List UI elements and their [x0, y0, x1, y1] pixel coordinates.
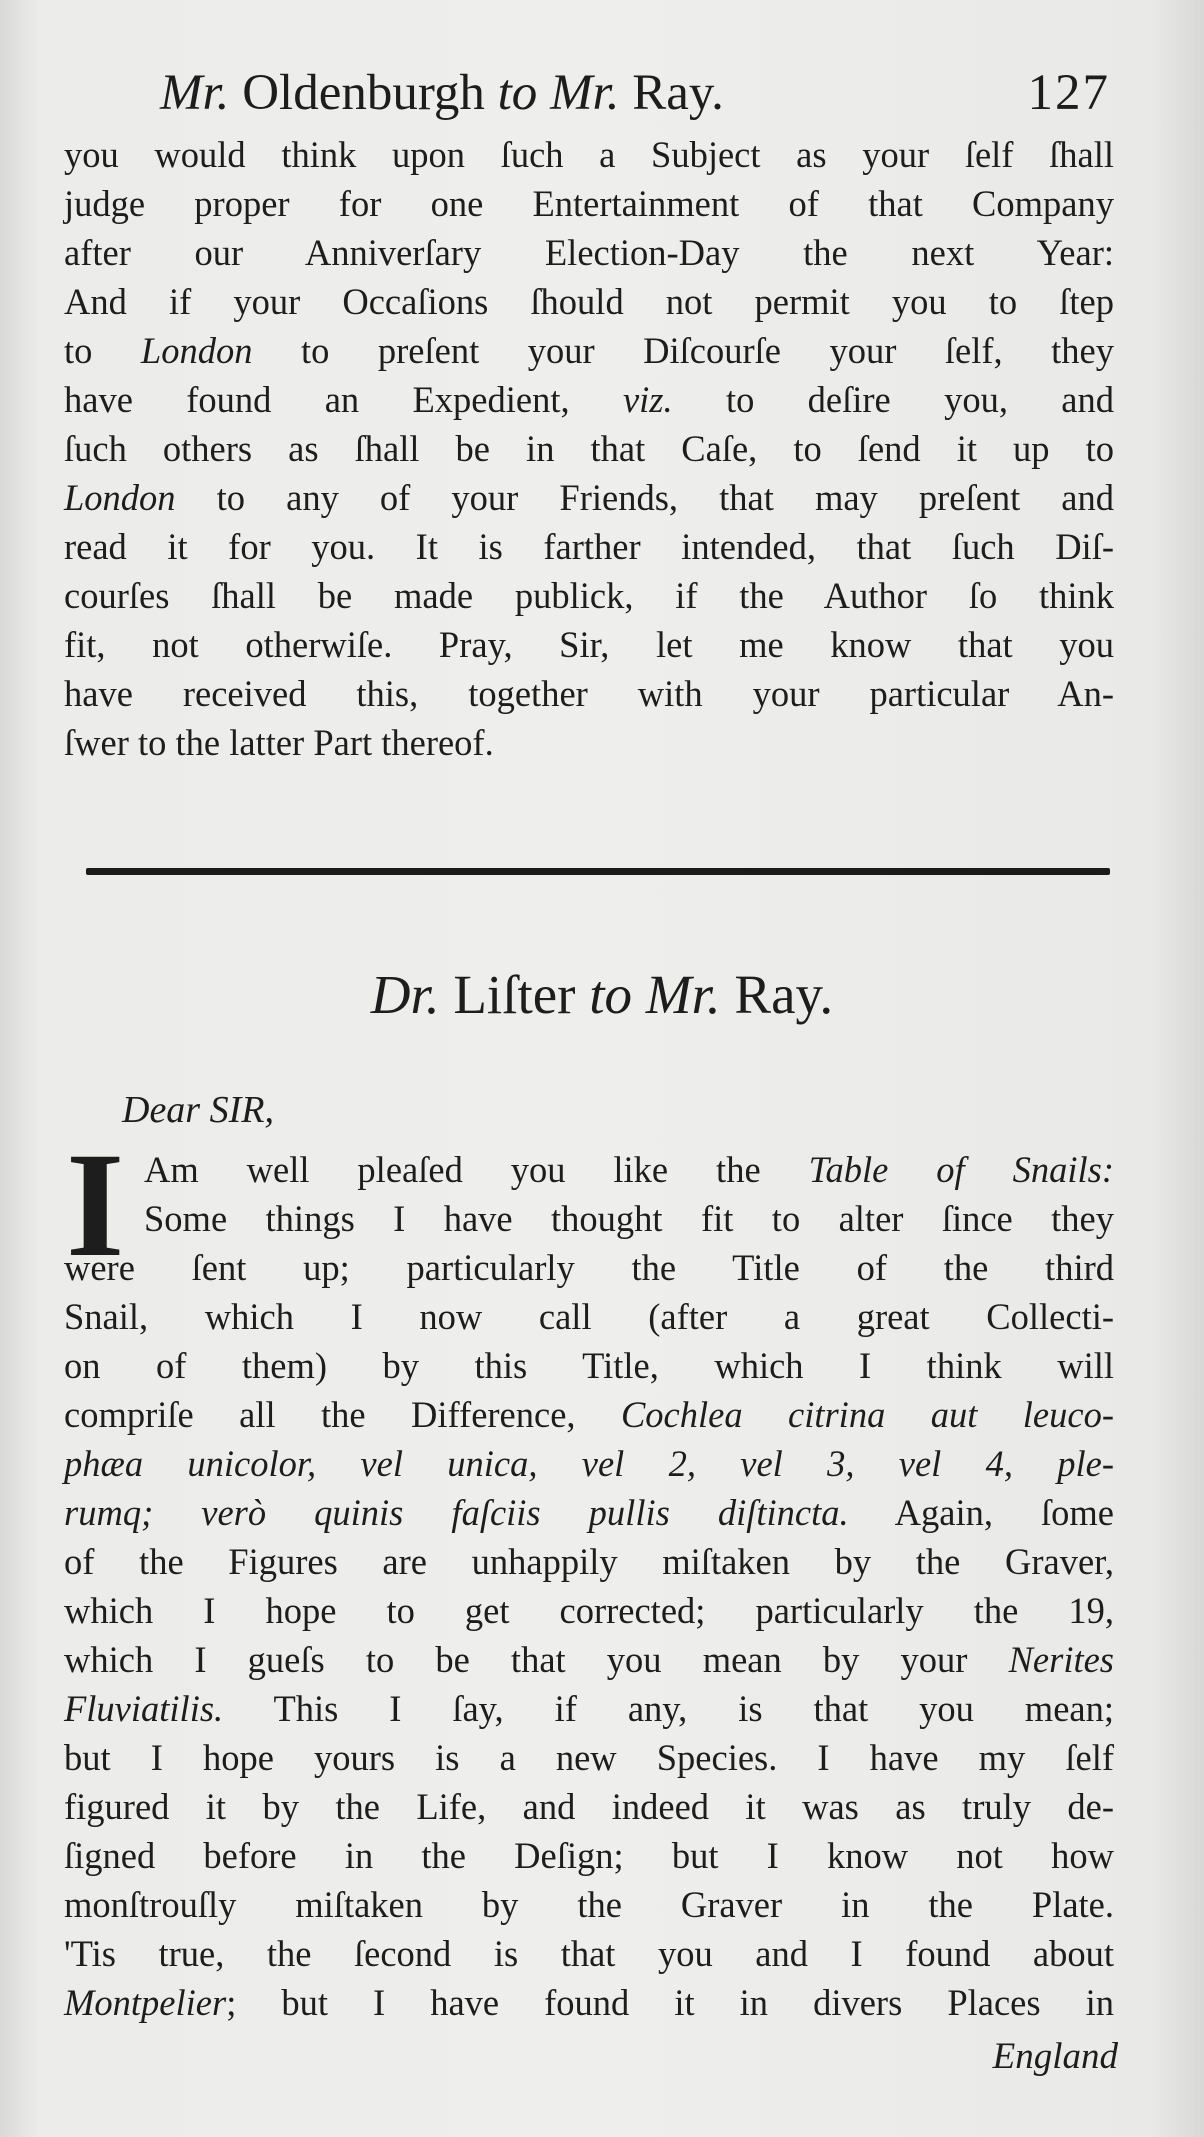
text-line: ſigned before in the Deſign; but I know not how	[64, 1835, 1114, 1876]
text-line: monſtrouſly miſtaken by the Graver in the Plate.	[64, 1884, 1114, 1925]
text-line: which I hope to get corrected; particularly the 19,	[64, 1590, 1114, 1631]
text-line: Montpelier; but I have found it in divers Places in	[64, 1982, 1114, 2023]
text-line: courſes ſhall be made publick, if the Author ſo think	[64, 575, 1114, 616]
text-line: of the Figures are unhappily miſtaken by the Graver,	[64, 1541, 1114, 1582]
text-line: after our Anniverſary Election-Day the next Year:	[64, 232, 1114, 273]
text-line: Fluviatilis. This I ſay, if any, is that you mean;	[64, 1688, 1114, 1729]
salutation: Dear SIR,	[122, 1089, 274, 1131]
text-line: ſwer to the latter Part thereof.	[64, 722, 494, 763]
text-line: 'Tis true, the ſecond is that you and I found about	[64, 1933, 1114, 1974]
text-line: compriſe all the Difference, Cochlea citrina aut leuco-	[64, 1394, 1114, 1435]
letter-oldenburgh-body	[64, 130, 1114, 767]
drop-cap: I	[66, 1122, 125, 1288]
text-line: Am well pleaſed you like the Table of Snails:	[144, 1149, 1114, 1190]
running-header	[160, 58, 1110, 128]
title-part: Ray.	[619, 65, 724, 121]
section-divider-rule	[86, 868, 1110, 875]
text-line: were ſent up; particularly the Title of the third	[64, 1247, 1114, 1288]
text-line: Some things I have thought fit to alter ſince they	[144, 1198, 1114, 1239]
running-title	[160, 58, 724, 128]
text-line: read it for you. It is farther intended, that ſuch Diſ-	[64, 526, 1114, 567]
text-line: but I hope yours is a new Species. I have my ſelf	[64, 1737, 1114, 1778]
text-line: London to any of your Friends, that may preſent and	[64, 477, 1114, 518]
text-line: ſuch others as ſhall be in that Caſe, to ſend it up to	[64, 428, 1114, 469]
text-line: judge proper for one Entertainment of that Company	[64, 183, 1114, 224]
page-number: 127	[1027, 65, 1110, 121]
letter-lister-body	[64, 1145, 1114, 2027]
text-line: have received this, together with your particular An-	[64, 673, 1114, 714]
text-line: on of them) by this Title, which I think will	[64, 1345, 1114, 1386]
text-line: you would think upon ſuch a Subject as your ſelf ſhall	[64, 134, 1114, 175]
text-line: rumq; verò quinis faſciis pullis diſtincta. Again, ſome	[64, 1492, 1114, 1533]
title-part	[537, 65, 550, 121]
text-line: figured it by the Life, and indeed it was as truly de-	[64, 1786, 1114, 1827]
letter-heading: Dr. Liſter to Mr. Ray.	[370, 964, 834, 1025]
title-part: to	[497, 65, 538, 121]
text-line: have found an Expedient, viz. to deſire you, and	[64, 379, 1114, 420]
text-line: phæa unicolor, vel unica, vel 2, vel 3, vel 4, ple-	[64, 1443, 1114, 1484]
catchword: England	[992, 2036, 1118, 2077]
text-line: which I gueſs to be that you mean by your Nerites	[64, 1639, 1114, 1680]
title-part: Mr.	[550, 65, 620, 121]
text-line: Snail, which I now call (after a great Collecti-	[64, 1296, 1114, 1337]
text-line: fit, not otherwiſe. Pray, Sir, let me know that you	[64, 624, 1114, 665]
text-line: And if your Occaſions ſhould not permit you to ſtep	[64, 281, 1114, 322]
text-line: to London to preſent your Diſcourſe your ſelf, they	[64, 330, 1114, 371]
title-part: Mr.	[160, 65, 230, 121]
title-part: Oldenburgh	[229, 65, 498, 121]
